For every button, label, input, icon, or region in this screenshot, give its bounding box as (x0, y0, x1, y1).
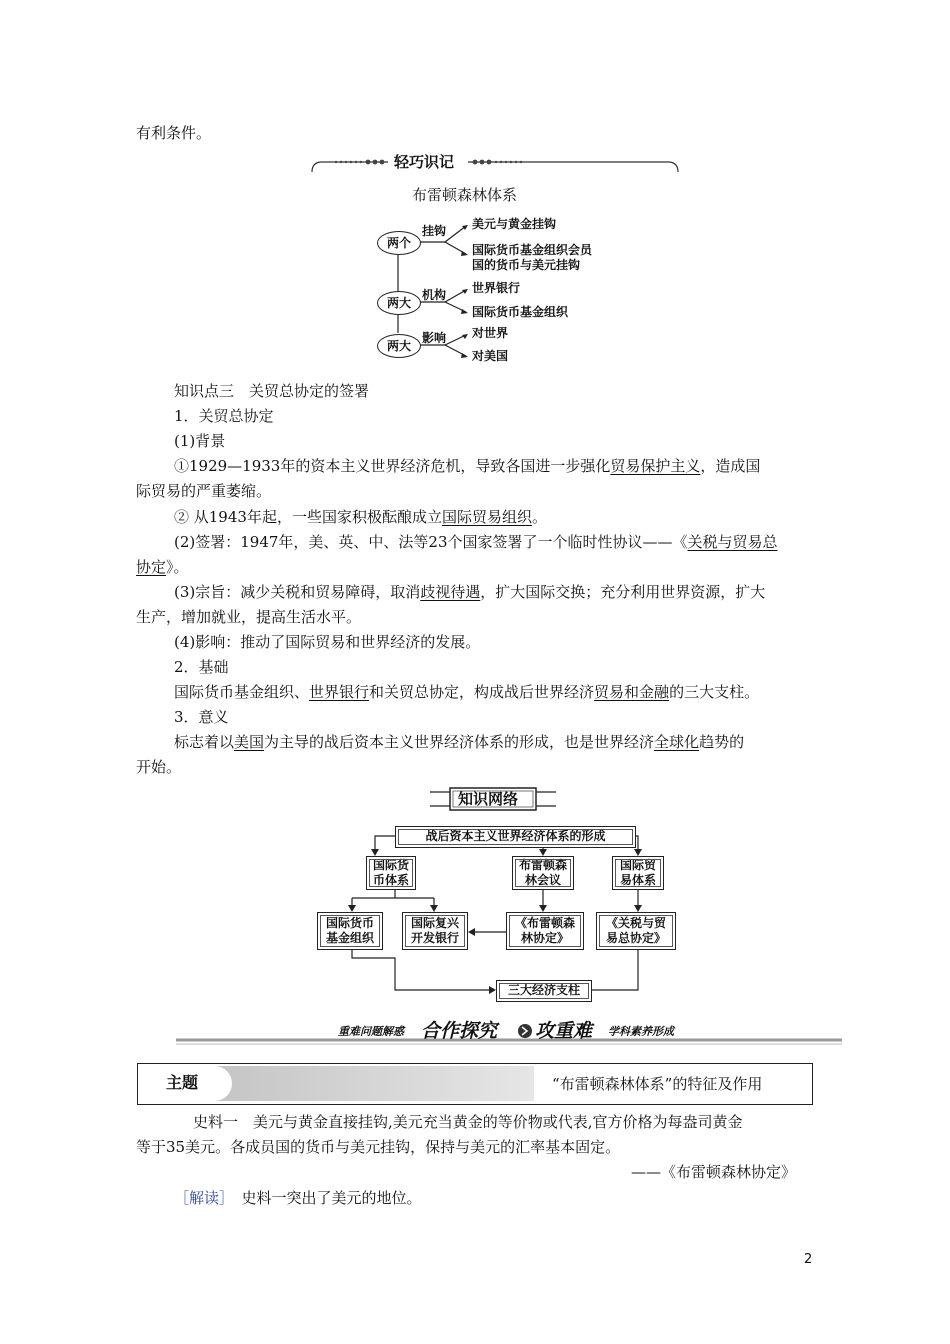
paragraph-line: 际贸易的严重萎缩。 (136, 482, 272, 500)
underlined-answer: 协定 (136, 558, 167, 576)
network-box-bottom: 三大经济支柱 (496, 980, 592, 1002)
mindmap-link-label: 机构 (422, 288, 447, 302)
tip-banner-title: 轻巧识记 (394, 153, 455, 171)
divider-left-text: 重难问题解惑 (338, 1025, 404, 1038)
paragraph-line: (4)影响：推动了国际贸易和世界经济的发展。 (174, 633, 481, 651)
underlined-answer: 世界银行 (309, 683, 370, 701)
box-line: 基金组织 (325, 931, 374, 945)
subsection-title: 2．基础 (174, 658, 229, 676)
box-line: 国际货币 (325, 916, 374, 930)
mindmap-item: 国际货币基金组织 (472, 305, 569, 319)
box-line: 国际贸 (619, 858, 656, 872)
text-run: 的三大支柱。 (669, 683, 760, 701)
text-run: ，扩大国际交换；充分利用世界资源，扩大 (480, 583, 766, 601)
underlined-answer: 美国 (234, 733, 265, 751)
mindmap-item: 国际货币基金组织会员 (472, 243, 593, 257)
subsection-title: 3．意义 (174, 708, 229, 726)
text-run: 国际货币基金组织、 (174, 683, 310, 701)
box-line: 林协定》 (520, 931, 569, 945)
page-number: 2 (804, 1252, 813, 1267)
text-run: ，造成国 (700, 457, 761, 475)
box-line: 开发银行 (410, 931, 459, 945)
divider-main-title: 合作探究 (421, 1020, 498, 1042)
interpretation-text: 史料一突出了美元的地位。 (241, 1189, 422, 1207)
box-line: 《布雷顿森 (514, 916, 575, 930)
mindmap-node-oval: 两大 (377, 334, 421, 358)
divider-main-title: 攻重难 (535, 1020, 593, 1042)
mindmap-title: 布雷顿森林体系 (412, 186, 518, 204)
source-citation: ——《布雷顿森林协定》 (631, 1163, 797, 1181)
box-line: 易总协定》 (605, 931, 666, 945)
box-line: 国际货 (372, 858, 409, 872)
mindmap-node-oval: 两个 (377, 231, 421, 255)
mindmap-link-label: 影响 (422, 331, 447, 345)
underlined-answer: 国际贸易组织 (441, 508, 532, 526)
section-heading: 知识点三 关贸总协定的签署 (174, 382, 370, 400)
box-line: 布雷顿森 (518, 858, 567, 872)
mindmap-item: 美元与黄金挂钩 (472, 217, 557, 231)
box-line: 《关税与贸 (605, 916, 666, 930)
divider-right-text: 学科素养形成 (608, 1025, 674, 1038)
text-run: (2)签署：1947年，美、英、中、法等23个国家签署了一个临时性协议——《 (174, 533, 688, 551)
underlined-answer: 歧视待遇 (420, 583, 481, 601)
mindmap-item: 对美国 (472, 349, 509, 363)
box-line: 易体系 (619, 873, 656, 887)
paragraph-line: 生产，增加就业，提高生活水平。 (136, 608, 362, 626)
interpretation-line (174, 1188, 422, 1208)
theme-label: 主题 (166, 1073, 199, 1092)
interpretation-label: ［解读］ (174, 1189, 227, 1207)
mindmap-item: 对世界 (472, 326, 509, 340)
text-run: 和关贸总协定，构成战后世界经济 (369, 683, 595, 701)
text-run: 标志着以 (174, 733, 235, 751)
text-run: 趋势的 (699, 733, 745, 751)
text-run: (3)宗旨：减少关税和贸易障碍，取消 (174, 583, 421, 601)
mindmap-item: 国的货币与美元挂钩 (472, 258, 581, 272)
theme-title: “布雷顿森林体系”的特征及作用 (552, 1075, 763, 1093)
network-box-top: 战后资本主义世界经济体系的形成 (395, 826, 636, 848)
text-run: ①1929—1933年的资本主义世界经济危机，导致各国进一步强化 (174, 457, 611, 475)
mindmap-link-label: 挂钩 (422, 224, 447, 238)
box-line: 林会议 (524, 873, 561, 887)
text-run: 。 (531, 508, 547, 526)
body-text: 有利条件。 (136, 124, 212, 142)
box-line: 币体系 (372, 873, 409, 887)
mindmap-node-oval: 两大 (377, 291, 421, 315)
text-run: 为主导的战后资本主义世界经济体系的形成，也是世界经济 (264, 733, 655, 751)
network-banner-title: 知识网络 (458, 790, 519, 808)
underlined-answer: 关税与贸易总 (687, 533, 778, 551)
paragraph-label: (1)背景 (174, 432, 226, 450)
underlined-answer: 贸易和金融 (594, 683, 670, 701)
paragraph-line: 开始。 (136, 758, 182, 776)
subsection-title: 1．关贸总协定 (174, 407, 274, 425)
source-text: 史料一 美元与黄金直接挂钩,美元充当黄金的等价物或代表,官方价格为每盎司黄金 (193, 1113, 743, 1131)
underlined-answer: 贸易保护主义 (610, 457, 701, 475)
text-run: 》。 (166, 558, 189, 576)
underlined-answer: 全球化 (654, 733, 700, 751)
text-run: ② 从1943年起，一些国家积极酝酿成立 (174, 508, 442, 526)
mindmap-item: 世界银行 (472, 281, 521, 295)
box-line: 国际复兴 (410, 916, 459, 930)
source-text: 等于35美元。各成员国的货币与美元挂钩，保持与美元的汇率基本固定。 (136, 1138, 621, 1156)
